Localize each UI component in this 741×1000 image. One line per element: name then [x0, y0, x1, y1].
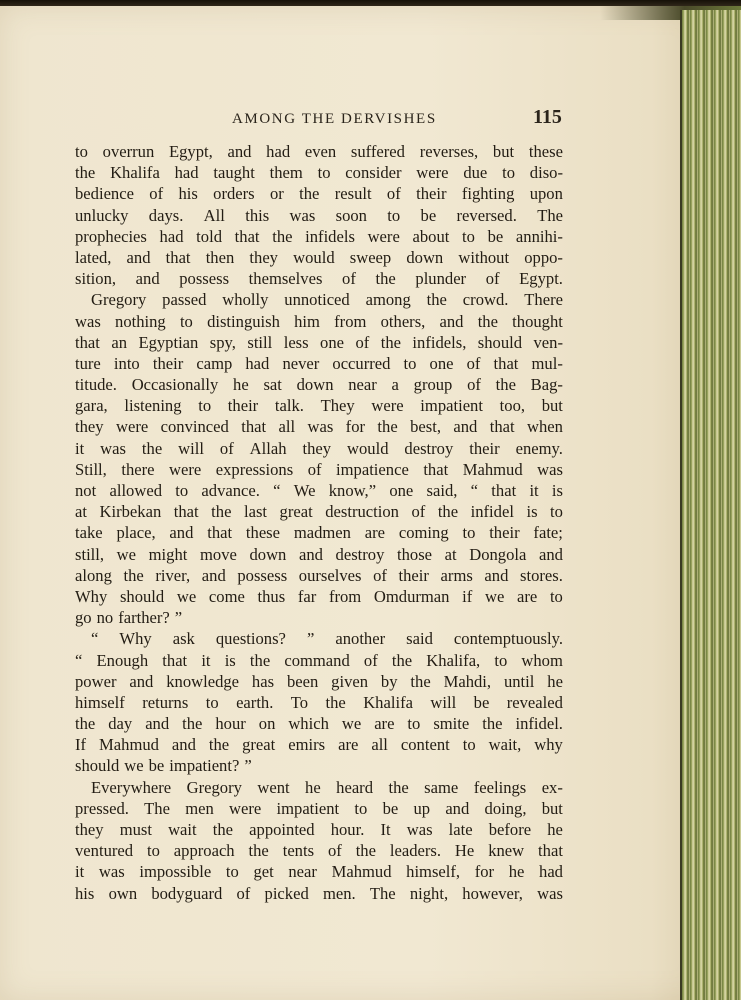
text-line: If Mahmud and the great emirs are all content to wait, why [75, 735, 563, 755]
paragraph [75, 628, 563, 776]
text-line: go no farther? ” [75, 608, 183, 628]
text-line: power and knowledge has been given by the Mahdi, until he [75, 671, 563, 691]
text-line: Everywhere Gregory went he heard the same feelings ex- [91, 777, 563, 797]
text-line: ture into their camp had never occurred to one of that mul- [75, 353, 563, 373]
text-line: was nothing to distinguish him from others, and the thought [75, 311, 563, 331]
text-line: sition, and possess themselves of the plunder of Egypt. [75, 269, 563, 289]
paragraph [75, 777, 563, 904]
text-line: himself returns to earth. To the Khalifa will be revealed [75, 692, 563, 712]
text-line: his own bodyguard of picked men. The night, however, was [75, 883, 563, 903]
text-line: the Khalifa had taught them to consider were due to diso- [75, 163, 563, 183]
text-line: the day and the hour on which we are to smite the infidel. [75, 714, 563, 734]
text-line: still, we might move down and destroy those at Dongola and [75, 544, 563, 564]
text-line: should we be impatient? ” [75, 756, 252, 776]
text-line: lated, and that then they would sweep down without oppo- [75, 247, 563, 267]
text-line: “ Enough that it is the command of the Khalifa, to whom [75, 650, 563, 670]
paragraph [75, 141, 563, 289]
paragraph [75, 289, 563, 628]
text-line: unlucky days. All this was soon to be reversed. The [75, 205, 563, 225]
page-number: 115 [533, 106, 562, 128]
text-line: prophecies had told that the infidels were about to be annihi- [75, 226, 563, 246]
text-line: to overrun Egypt, and had even suffered reverses, but these [75, 142, 563, 161]
text-line: gara, listening to their talk. They were impatient too, but [75, 396, 563, 416]
book-page [0, 6, 708, 1000]
text-line: “ Why ask questions? ” another said contemptuously. [91, 629, 563, 649]
text-line: bedience of his orders or the result of their fighting upon [75, 184, 563, 204]
running-head-title: AMONG THE DERVISHES [232, 111, 437, 127]
text-line: titude. Occasionally he sat down near a group of the Bag- [75, 375, 563, 395]
text-line: they were convinced that all was for the best, and that when [75, 417, 563, 437]
text-line: along the river, and possess ourselves of their arms and stores. [75, 565, 563, 585]
text-line: that an Egyptian spy, still less one of the infidels, should ven- [75, 332, 563, 352]
text-line: Why should we come thus far from Omdurman if we are to [75, 586, 563, 606]
text-line: take place, and that these madmen are coming to their fate; [75, 523, 563, 543]
text-line: Still, there were expressions of impatience that Mahmud was [75, 459, 563, 479]
text-line: it was the will of Allah they would destroy their enemy. [75, 438, 563, 458]
body-text [75, 141, 563, 904]
text-line: pressed. The men were impatient to be up and doing, but [75, 798, 563, 818]
text-line: it was impossible to get near Mahmud himself, for he had [75, 862, 563, 882]
text-line: at Kirbekan that the last great destruction of the infidel is to [75, 502, 563, 522]
text-line: they must wait the appointed hour. It was late before he [75, 820, 563, 839]
text-line: Gregory passed wholly unnoticed among the crowd. There [91, 290, 563, 310]
book-fore-edge [680, 10, 741, 1000]
text-line: ventured to approach the tents of the leaders. He knew that [75, 841, 563, 861]
text-line: not allowed to advance. “ We know,” one said, “ that it is [75, 481, 563, 500]
running-head [0, 106, 708, 131]
